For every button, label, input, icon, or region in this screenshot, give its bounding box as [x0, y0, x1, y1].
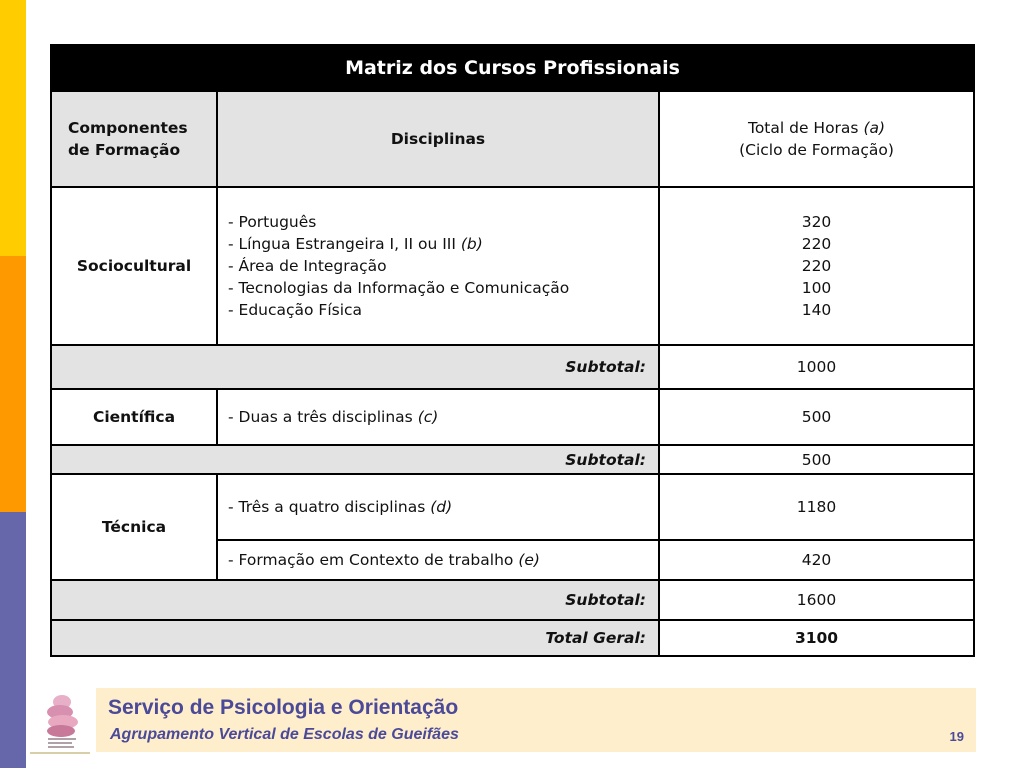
discipline-text: - Três a quatro disciplinas: [228, 498, 431, 516]
component-cientifica: Científica: [51, 389, 217, 445]
footer-title: Serviço de Psicologia e Orientação: [108, 696, 459, 719]
side-bar-yellow-segment: [0, 0, 26, 256]
discipline-item: [228, 233, 658, 255]
footer-subtitle: Agrupamento Vertical de Escolas de Gueifães: [110, 726, 459, 743]
discipline-text: - Língua Estrangeira I, II ou III: [228, 235, 461, 253]
subtotal-value: 1600: [659, 580, 974, 620]
table-row-total: [51, 620, 974, 656]
hours-value: 220: [801, 235, 832, 253]
header-disciplines: Disciplinas: [217, 91, 659, 187]
discipline-text: - Área de Integração: [228, 257, 387, 275]
total-label: Total Geral:: [51, 620, 659, 656]
side-bar-orange-segment: [0, 256, 26, 512]
discipline-item: [228, 299, 658, 321]
header-hours-note: (a): [863, 119, 886, 137]
table-row-subtotal-sociocultural: [51, 345, 974, 389]
table-row-subtotal-tecnica: [51, 580, 974, 620]
table-title: Matriz dos Cursos Profissionais: [51, 45, 974, 91]
footer-banner: [96, 688, 976, 752]
table-header-row: [51, 91, 974, 187]
subtotal-label: Subtotal:: [51, 345, 659, 389]
header-hours-text: Total de Horas: [747, 119, 864, 137]
hours-tecnica-2: 420: [659, 540, 974, 580]
hours-value: 220: [801, 257, 832, 275]
discipline-text: - Formação em Contexto de trabalho: [228, 551, 519, 569]
subtotal-value: 1000: [659, 345, 974, 389]
table-row-subtotal-cientifica: [51, 445, 974, 474]
table-row-tecnica-1: [51, 474, 974, 540]
disciplines-cientifica: [217, 389, 659, 445]
hours-cientifica: 500: [659, 389, 974, 445]
component-tecnica: Técnica: [51, 474, 217, 580]
discipline-note: (b): [460, 235, 483, 253]
discipline-item: [228, 255, 658, 277]
hours-tecnica-1: 1180: [659, 474, 974, 540]
discipline-item: [228, 211, 658, 233]
discipline-text: - Educação Física: [228, 301, 363, 319]
course-matrix-table: [50, 44, 975, 657]
disciplines-sociocultural: [217, 187, 659, 345]
spo-logo-icon: [34, 684, 90, 752]
page-number: 19: [949, 729, 964, 744]
hours-value: 140: [801, 301, 832, 319]
logo-underline: [30, 752, 90, 754]
discipline-item: [228, 277, 658, 299]
discipline-note: (c): [417, 408, 439, 426]
header-components-line2: de Formação: [68, 141, 181, 159]
subtotal-label: Subtotal:: [51, 445, 659, 474]
discipline-note: (d): [430, 498, 453, 516]
hours-value: 100: [801, 279, 832, 297]
total-value: 3100: [659, 620, 974, 656]
header-hours: [659, 91, 974, 187]
header-components-line1: Componentes: [68, 119, 188, 137]
discipline-text: - Duas a três disciplinas: [228, 408, 418, 426]
disciplines-tecnica-1: [217, 474, 659, 540]
hours-value: 320: [801, 213, 832, 231]
discipline-text: - Português: [228, 213, 317, 231]
table-row-cientifica: [51, 389, 974, 445]
subtotal-label: Subtotal:: [51, 580, 659, 620]
disciplines-tecnica-2: [217, 540, 659, 580]
component-sociocultural: Sociocultural: [51, 187, 217, 345]
subtotal-value: 500: [659, 445, 974, 474]
side-color-bar: [0, 0, 26, 768]
header-components: [51, 91, 217, 187]
discipline-note: (e): [518, 551, 540, 569]
discipline-text: - Tecnologias da Informação e Comunicação: [228, 279, 570, 297]
header-hours-line1: [660, 117, 973, 139]
header-hours-line2: (Ciclo de Formação): [739, 141, 894, 159]
side-bar-purple-segment: [0, 512, 26, 768]
hours-sociocultural: [659, 187, 974, 345]
table-row-sociocultural: [51, 187, 974, 345]
table-title-row: [51, 45, 974, 91]
